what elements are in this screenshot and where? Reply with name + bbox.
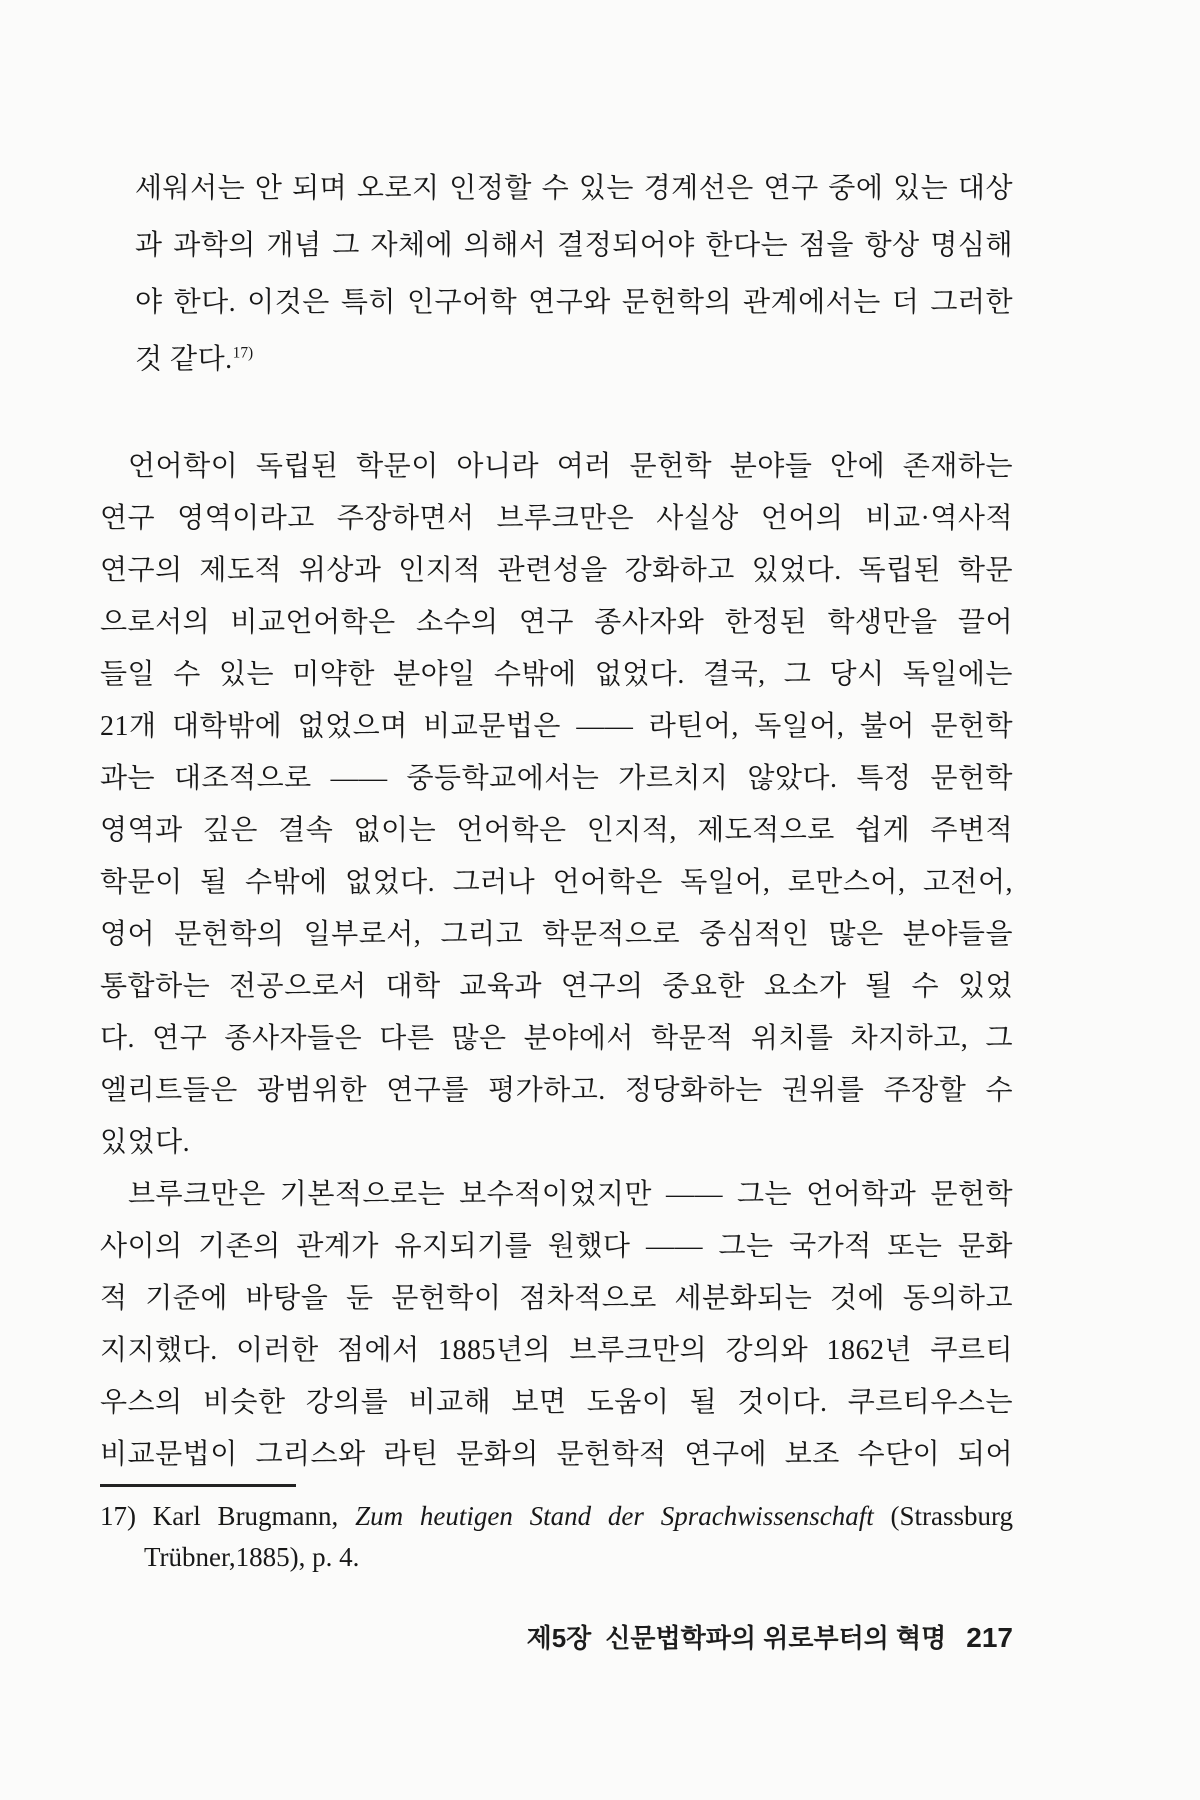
chapter-title: 신문법학파의 위로부터의 혁명 [605,1623,947,1653]
text-line: 브루크만은 기본적으로는 보수적이었지만 —— 그는 언어학과 문헌학 [128,1179,1013,1210]
paragraph-2-lines [100,1169,1013,1481]
footnote-separator-rule [100,1484,296,1487]
footnote-line-2: Trübner,1885), p. 4. [144,1542,360,1572]
running-footer [100,1618,1013,1655]
text-line: 연구의 제도적 위상과 인지적 관련성을 강화하고 있었다. 독립된 학문 [100,555,1013,586]
quote-lines [135,160,1013,331]
block-quote [135,160,1013,388]
quote-last-line [135,331,1013,388]
quote-line: 과 과학의 개념 그 자체에 의해서 결정되어야 한다는 점을 항상 명심해 [135,230,1013,261]
text-line: 엘리트들은 광범위한 연구를 평가하고. 정당화하는 권위를 주장할 수 [100,1075,1013,1106]
quote-last-line-text: 것 같다. [135,344,233,375]
text-line: 21개 대학밖에 없었으며 비교문법은 —— 라틴어, 독일어, 불어 문헌학 [100,711,1013,742]
paragraph-1-lines [100,441,1013,1117]
footnote-publisher: (Strassburg [873,1501,1013,1531]
paragraph-1-last-line: 있었다. [100,1127,191,1158]
text-line: 영역과 깊은 결속 없이는 언어학은 인지적, 제도적으로 쉽게 주변적 [100,815,1013,846]
footnote-marker: 17) [100,1501,136,1531]
text-line: 다. 연구 종사자들은 다른 많은 분야에서 학문적 위치를 차지하고, 그 [100,1023,1013,1054]
quote-line: 야 한다. 이것은 특히 인구어학 연구와 문헌학의 관계에서는 더 그러한 [135,287,1013,318]
footnote [100,1496,1013,1578]
text-line: 사이의 기존의 관계가 유지되기를 원했다 —— 그는 국가적 또는 문화 [100,1231,1013,1262]
text-line: 지지했다. 이러한 점에서 1885년의 브루크만의 강의와 1862년 쿠르티 [100,1335,1013,1366]
text-line: 학문이 될 수밖에 없었다. 그러나 언어학은 독일어, 로만스어, 고전어, [100,867,1013,898]
footnote-book-title: Zum heutigen Stand der Sprachwissenschaft [355,1501,874,1531]
text-line: 들일 수 있는 미약한 분야일 수밖에 없었다. 결국, 그 당시 독일에는 [100,659,1013,690]
text-line: 비교문법이 그리스와 라틴 문화의 문헌학적 연구에 보조 수단이 되어 [100,1439,1013,1470]
text-line: 통합하는 전공으로서 대학 교육과 연구의 중요한 요소가 될 수 있었 [100,971,1013,1002]
footnote-reference: 17) [232,344,254,362]
body-paragraph-2 [100,1169,1013,1481]
page-number: 217 [966,1622,1013,1653]
footnote-author: Karl Brugmann, [152,1501,356,1531]
text-line: 연구 영역이라고 주장하면서 브루크만은 사실상 언어의 비교·역사적 [100,503,1013,534]
quote-line: 세워서는 안 되며 오로지 인정할 수 있는 경계선은 연구 중에 있는 대상 [135,173,1013,204]
text-line: 영어 문헌학의 일부로서, 그리고 학문적으로 중심적인 많은 분야들을 [100,919,1013,950]
text-line: 우스의 비슷한 강의를 비교해 보면 도움이 될 것이다. 쿠르티우스는 [100,1387,1013,1418]
text-line: 언어학이 독립된 학문이 아니라 여러 문헌학 분야들 안에 존재하는 [128,451,1013,482]
text-line: 과는 대조적으로 —— 중등학교에서는 가르치지 않았다. 특정 문헌학 [100,763,1013,794]
footnote-line-1 [100,1496,1013,1537]
body-paragraph-1 [100,441,1013,1169]
chapter-label: 제5장 [526,1623,592,1653]
text-line: 으로서의 비교언어학은 소수의 연구 종사자와 한정된 학생만을 끌어 [100,607,1013,638]
text-line: 적 기준에 바탕을 둔 문헌학이 점차적으로 세분화되는 것에 동의하고 [100,1283,1013,1314]
